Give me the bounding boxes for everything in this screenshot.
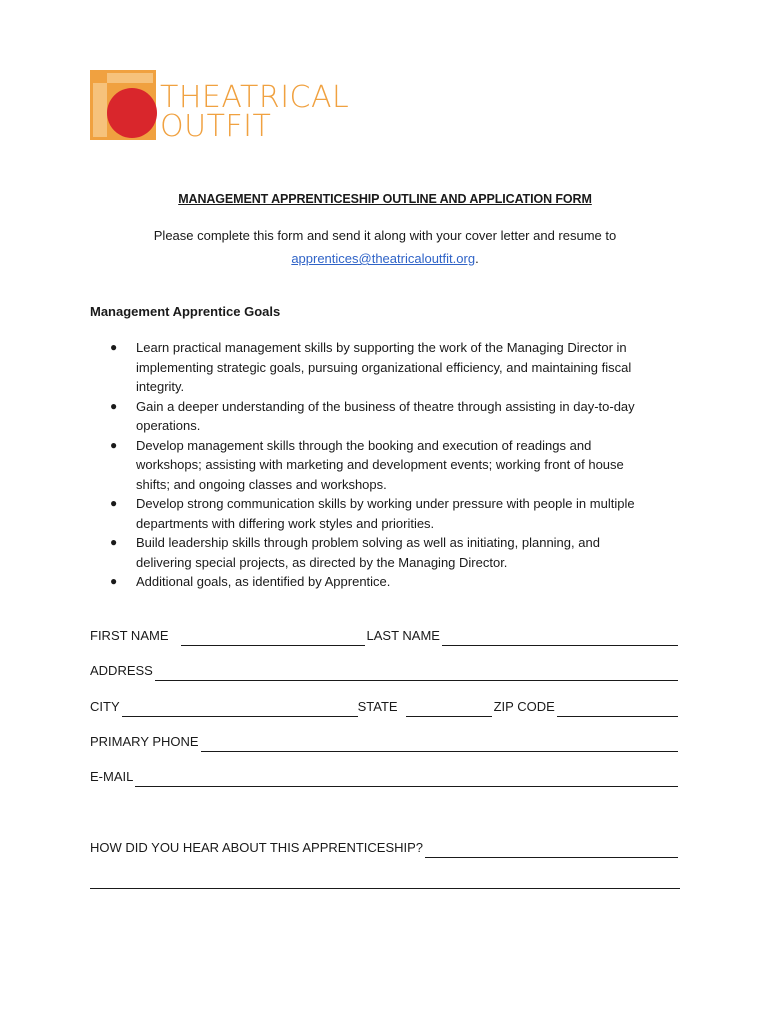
goal-item [90,338,680,397]
city-state-zip-row [90,697,680,717]
zip-code-field[interactable] [557,702,678,717]
email-link[interactable]: apprentices@theatricaloutfit.org [291,251,476,266]
goal-item-line: Build leadership skills through problem solving as well as initiating, planning, and [136,535,600,550]
goal-item-line: integrity. [136,379,185,394]
bullet-icon: ● [110,437,118,452]
email-row [90,767,680,787]
bullet-icon: ● [110,340,118,354]
goal-item-line: Gain a deeper understanding of the business of theatre through assisting in day-to-day [136,398,635,414]
goal-item-line: Develop strong communication skills by working under pressure with people in multiple [136,496,635,511]
bullet-icon: ● [110,535,118,549]
city-field[interactable] [122,702,358,717]
first-name-label: FIRST NAME [90,628,169,643]
email-field[interactable] [135,772,678,787]
logo-mark-icon [90,70,158,142]
goal-item-line: Develop management skills through the booking and execution of readings and [136,437,592,453]
how-heard-row [90,838,680,858]
goal-item [90,572,680,592]
last-name-field[interactable] [442,631,678,646]
how-heard-field-continuation[interactable] [90,888,680,889]
address-field[interactable] [155,666,678,681]
email-suffix: . [475,251,479,266]
zip-code-label: ZIP CODE [493,699,555,714]
goal-item-line: delivering special projects, as directed by the Managing Director. [136,554,508,570]
logo-text-line1: THEATRICAL [160,80,350,115]
intro-text: Please complete this form and send it along with your cover letter and resume to [153,228,617,243]
goal-item-line: implementing strategic goals, pursuing organizational efficiency, and maintaining fiscal [136,359,632,375]
primary-phone-field[interactable] [201,737,678,752]
goal-item-line: Additional goals, as identified by Apprentice. [136,574,391,589]
goal-item-line: operations. [136,418,201,433]
how-heard-label: HOW DID YOU HEAR ABOUT THIS APPRENTICESHIP? [90,840,424,855]
bullet-icon: ● [110,496,118,510]
goal-item-line: shifts; and ongoing classes and workshops. [136,476,387,492]
phone-row [90,732,680,752]
goal-item [90,533,680,572]
goal-item-line: Learn practical management skills by supporting the work of the Managing Director in [136,340,627,355]
primary-phone-label: PRIMARY PHONE [90,734,199,749]
bullet-icon: ● [110,398,118,413]
address-label: ADDRESS [90,663,153,678]
name-row [90,626,680,646]
how-heard-field[interactable] [425,843,678,858]
goal-item-line: departments with differing work styles and priorities. [136,515,435,531]
address-row [90,661,680,681]
goals-heading: Management Apprentice Goals [90,304,281,319]
document-title: MANAGEMENT APPRENTICESHIP OUTLINE AND APPLICATION FORM [178,192,592,206]
goal-item [90,436,680,495]
last-name-label: LAST NAME [366,628,440,643]
state-label: STATE [357,699,398,714]
first-name-field[interactable] [181,631,365,646]
goal-item-line: workshops; assisting with marketing and development events; working front of house [136,457,624,472]
state-field[interactable] [406,702,492,717]
logo-text-line2: OUTFIT [160,109,272,144]
email-label: E-MAIL [90,769,134,784]
bullet-icon: ● [110,574,118,588]
theatrical-outfit-logo [90,70,370,144]
goal-item [90,397,680,436]
intro-email-line [0,249,770,269]
city-label: CITY [90,699,120,714]
goal-item [90,494,680,533]
goals-list [90,338,680,592]
